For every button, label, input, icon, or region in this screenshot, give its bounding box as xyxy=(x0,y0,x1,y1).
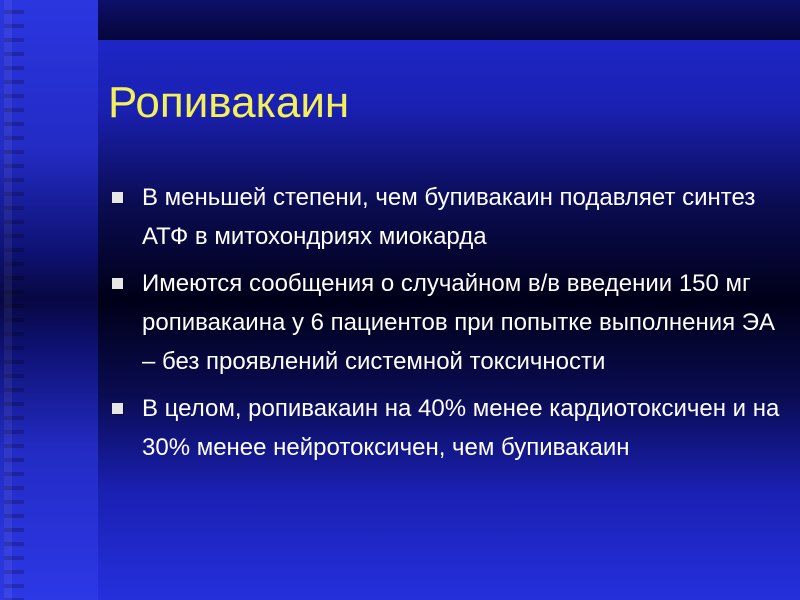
square-bullet-icon xyxy=(112,278,123,289)
square-bullet-icon xyxy=(112,192,123,203)
left-decorative-strip xyxy=(0,0,98,600)
bullet-item-1 xyxy=(110,178,780,256)
bullet-text-2: Имеются сообщения о случайном в/в введении 150 мг ропивакаина у 6 пациентов при попытке выполнения ЭА – без проявлений системной токсичности xyxy=(142,270,776,375)
top-band xyxy=(98,0,800,40)
bullet-list xyxy=(110,178,780,475)
slide-title: Ропивакаин xyxy=(108,78,350,127)
bullet-text-3: В целом, ропивакаин на 40% менее кардиотоксичен и на 30% менее нейротоксичен, чем бупивакаин xyxy=(142,395,780,461)
square-bullet-icon xyxy=(112,403,123,414)
bullet-text-1: В меньшей степени, чем бупивакаин подавляет синтез АТФ в митохондриях миокарда xyxy=(142,184,756,250)
bullet-item-3 xyxy=(110,389,780,467)
dotted-pattern xyxy=(4,0,24,600)
bullet-item-2 xyxy=(110,264,780,381)
